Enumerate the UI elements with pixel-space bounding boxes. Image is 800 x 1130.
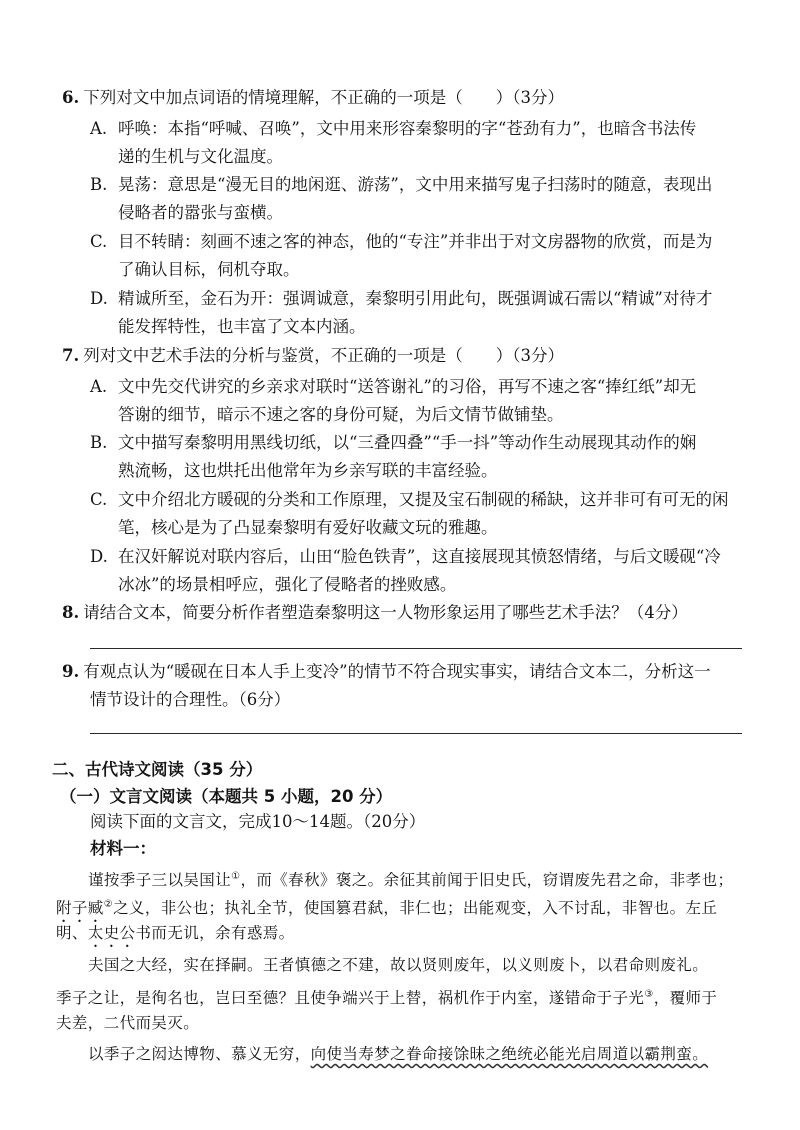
reading-instruction: 阅读下面的文言文，完成10～14题。（20分） (90, 812, 426, 831)
q9-stem-cont: 情节设计的合理性。（6分） (90, 690, 291, 709)
q8-number: 8. (62, 603, 80, 622)
option-label: D. (90, 547, 108, 566)
option-text: 晃荡：意思是“漫无目的地闲逛、游荡”，文中用来描写鬼子扫荡时的随意，表现出 (118, 175, 713, 194)
q7-stem (62, 345, 564, 367)
q7-option-a-cont: 答谢的细节，暗示不速之客的身份可疑，为后文情节做铺垫。 (118, 405, 564, 424)
q7-option-c (90, 489, 729, 511)
passage-p1-line3 (56, 922, 295, 951)
material-label: 材料一： (90, 839, 156, 858)
footnote-mark: ③ (644, 989, 654, 1000)
q7-stem-text: 列对文中艺术手法的分析与鉴赏，不正确的一项是（ ）（3分） (83, 346, 564, 365)
q6-option-c (90, 231, 712, 253)
q9-number: 9. (62, 662, 80, 681)
q6-option-b (90, 174, 712, 196)
passage-p1-line1 (88, 866, 733, 891)
passage-p2-line2 (56, 984, 717, 1009)
q8-stem-text: 请结合文本，简要分析作者塑造秦黎明这一人物形象运用了哪些艺术手法？（4分） (83, 603, 688, 622)
q7-option-d (90, 546, 721, 568)
option-text: 精诚所至，金石为开：强调诚意，秦黎明引用此句，既强调诚石需以“精诚”对待才 (118, 289, 713, 308)
passage-p2-line3: 夫差，二代而吴灭。 (56, 1014, 200, 1032)
q6-number: 6. (62, 88, 80, 107)
option-label: A. (90, 377, 108, 396)
option-text: 在汉奸解说对联内容后，山田“脸色铁青”，这直接展现其愤怒情绪，与后文暖砚“冷 (118, 547, 721, 566)
q8-answer-line[interactable] (90, 648, 742, 649)
option-text: 目不转睛：刻画不速之客的神态，他的“专注”并非出于对文房器物的欣赏，而是为 (118, 232, 713, 251)
q7-option-b (90, 432, 696, 454)
option-text: 文中描写秦黎明用黑线切纸，以“三叠四叠”“手一抖”等动作生动展现其动作的娴 (118, 433, 697, 452)
footnote-mark: ② (103, 899, 114, 910)
q6-stem-text: 下列对文中加点词语的情境理解，不正确的一项是（ ）（3分） (83, 88, 564, 107)
section-title: 二、古代诗文阅读（35 分） (52, 760, 263, 779)
option-label: C. (90, 490, 108, 509)
q7-option-d-cont: 冰冰”的场景相呼应，强化了侵略者的挫败感。 (118, 575, 457, 594)
q6-stem (62, 87, 564, 109)
text-run: 书而无讥，余有惑焉。 (135, 924, 295, 942)
q6-option-a-cont: 递的生机与文化温度。 (118, 147, 283, 166)
text-run: 谨按季子三以吴国让 (88, 871, 232, 890)
passage-p3-line1 (88, 1043, 708, 1065)
option-label: B. (90, 433, 108, 452)
dotted-term: 附子臧 (56, 899, 104, 918)
option-label: B. (90, 175, 108, 194)
q6-option-d (90, 288, 712, 310)
q7-option-b-cont: 熟流畅，这也烘托出他常年为乡亲写联的丰富经验。 (118, 461, 498, 480)
dotted-term: 太史公 (87, 924, 136, 942)
subsection-title: （一）文言文阅读（本题共 5 小题，20 分） (60, 787, 393, 806)
q6-option-b-cont: 侵略者的嚣张与蛮横。 (118, 203, 283, 222)
q7-number: 7. (62, 346, 80, 365)
q8-stem (62, 602, 688, 624)
option-text: 文中介绍北方暖砚的分类和工作原理，又提及宝石制砚的稀缺，这并非可有可无的闲 (118, 490, 729, 509)
option-label: C. (90, 232, 108, 251)
wavy-underlined-sentence: 向使当寿梦之眷命接馀昧之绝统必能光启周道以霸荆蛮。 (310, 1045, 709, 1063)
footnote-mark: ① (231, 871, 241, 882)
q9-answer-line[interactable] (90, 733, 742, 734)
q7-option-a (90, 376, 696, 398)
option-text: 呼唤：本指“呼喊、召唤”，文中用来形容秦黎明的字“苍劲有力”，也暗含书法传 (118, 119, 697, 138)
text-run: ，覆师于 (653, 989, 718, 1008)
q7-option-c-cont: 笔，核心是为了凸显秦黎明有爱好收藏文玩的雅趣。 (118, 518, 498, 537)
text-run: 季子之让，是徇名也，岂曰至德？且使争端兴于上替，祸机作于内室，遂错命于子光 (56, 989, 645, 1008)
q9-stem (62, 661, 711, 683)
q6-option-d-cont: 能发挥特性，也丰富了文本内涵。 (118, 317, 366, 336)
q9-stem-text: 有观点认为“暖砚在日本人手上变冷”的情节不符合现实事实，请结合文本二，分析这一 (83, 662, 711, 681)
option-text: 文中先交代讲究的乡亲求对联时“送答谢礼”的习俗，再写不速之客“捧红纸”却无 (118, 377, 697, 396)
text-run: ，而《春秋》褒之。余征其前闻于旧史氏，窃谓废先君之命，非孝也； (240, 871, 734, 890)
q6-option-c-cont: 了确认目标，伺机夺取。 (118, 260, 300, 279)
passage-p2-line1: 夫国之大经，实在择嗣。王者慎德之不建，故以贤则废年，以义则废卜，以君命则废礼。 (88, 956, 709, 974)
option-label: D. (90, 289, 108, 308)
q6-option-a (90, 118, 696, 140)
text-run: 以季子之闳达博物、慕义无穷， (88, 1045, 311, 1063)
text-run: 明、 (56, 924, 88, 942)
text-run: 之义，非公也；执礼全节，使国篡君弑，非仁也；出能观变，入不讨乱，非智也。左丘 (113, 899, 718, 918)
option-label: A. (90, 119, 108, 138)
